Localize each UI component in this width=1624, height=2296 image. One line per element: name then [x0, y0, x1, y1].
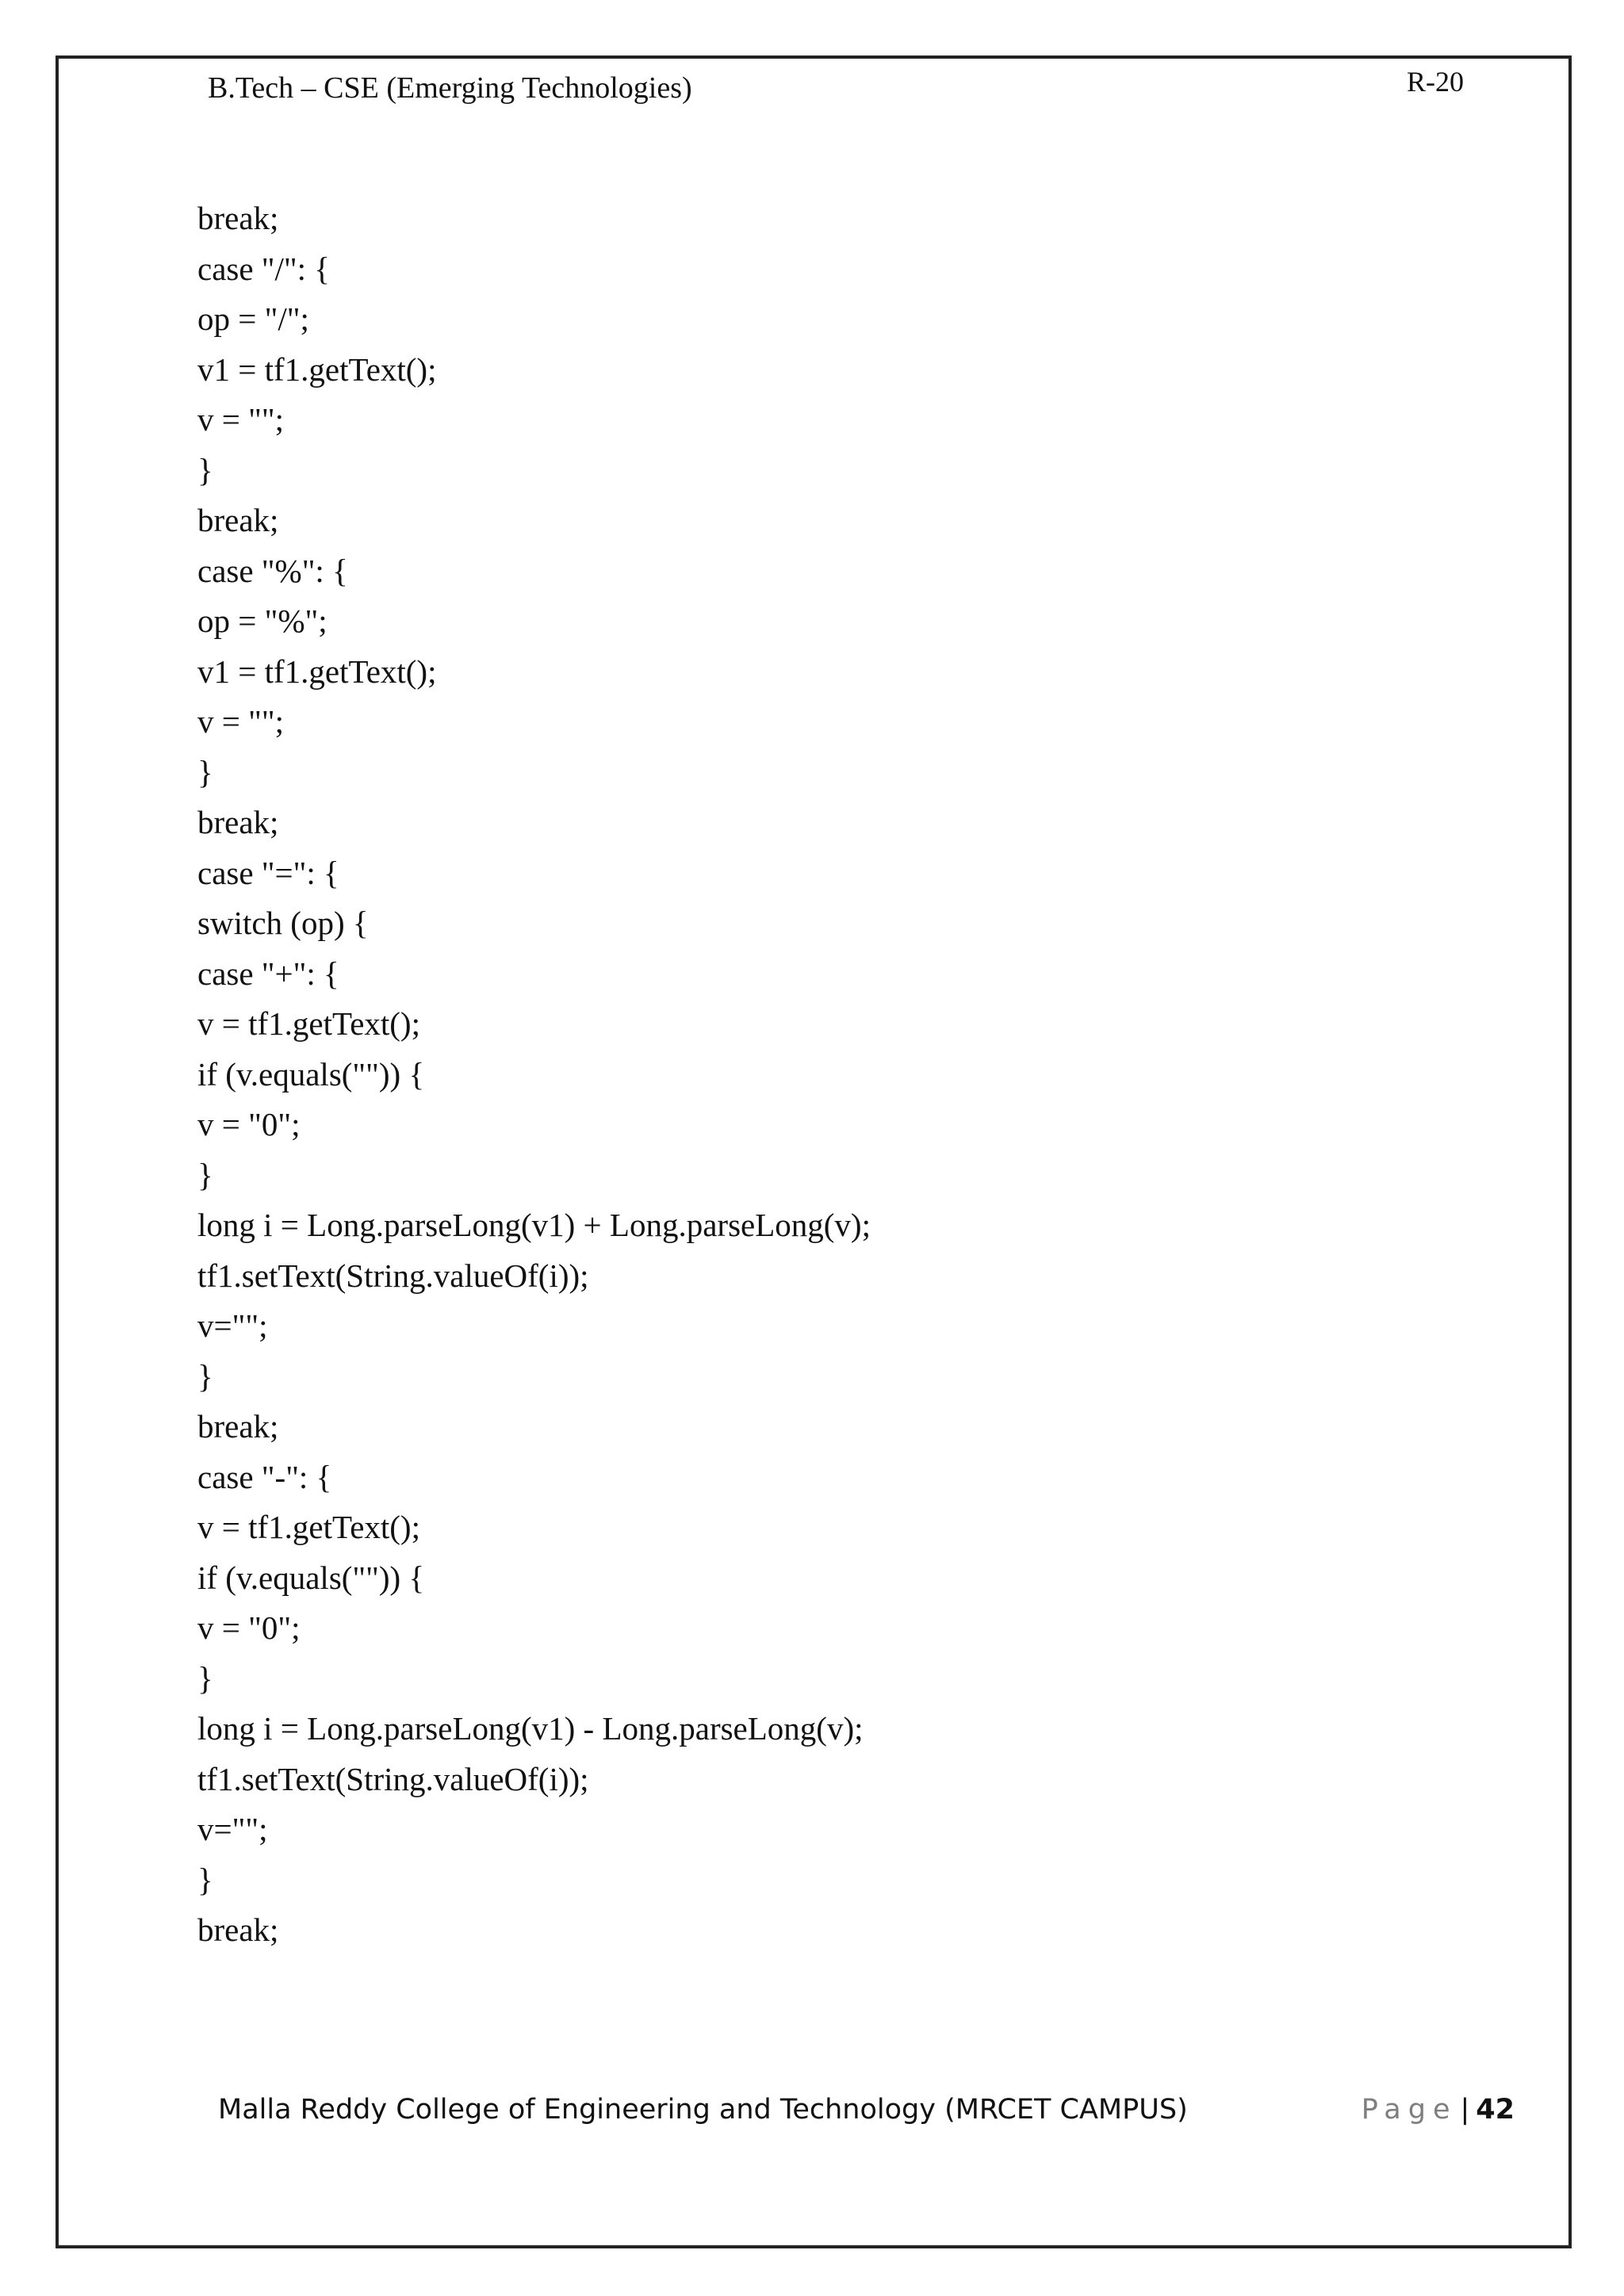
code-line: break; [197, 1911, 279, 1948]
code-line: op = "/"; [197, 300, 309, 337]
footer-separator: | [1460, 2094, 1470, 2126]
code-line: v = ""; [197, 703, 284, 740]
code-line: case "%": { [197, 552, 348, 589]
header-regulation: R-20 [1407, 66, 1464, 98]
code-line: if (v.equals("")) { [197, 1055, 425, 1093]
code-line: tf1.setText(String.valueOf(i)); [197, 1257, 589, 1294]
footer-page-number: 42 [1476, 2094, 1515, 2126]
code-line: v = tf1.getText(); [197, 1509, 420, 1545]
code-line: } [197, 753, 213, 790]
code-line: tf1.setText(String.valueOf(i)); [197, 1760, 589, 1797]
footer-page-label: Page [1361, 2094, 1457, 2126]
code-line: } [197, 1861, 213, 1898]
footer-college-name: Malla Reddy College of Engineering and Technology (MRCET CAMPUS) [218, 2094, 1188, 2126]
footer-page-indicator [1362, 2091, 1515, 2128]
code-line: v=""; [197, 1811, 268, 1847]
code-line: v = "0"; [197, 1106, 301, 1142]
code-line: } [197, 1156, 213, 1193]
code-line: v = "0"; [197, 1609, 301, 1646]
code-line: break; [197, 1408, 279, 1445]
code-line: v=""; [197, 1307, 268, 1344]
code-line: break; [197, 804, 279, 840]
code-line: } [197, 1659, 213, 1697]
code-line: v = tf1.getText(); [197, 1005, 420, 1042]
code-line: long i = Long.parseLong(v1) + Long.parseLong(v); [197, 1207, 871, 1243]
code-line: op = "%"; [197, 603, 327, 639]
code-line: long i = Long.parseLong(v1) - Long.parseLong(v); [197, 1710, 864, 1747]
code-line: case "/": { [197, 250, 330, 287]
code-line: case "=": { [197, 854, 339, 891]
code-line: } [197, 451, 213, 488]
code-line: break; [197, 502, 279, 538]
code-line: v1 = tf1.getText(); [197, 350, 437, 388]
code-line: if (v.equals("")) { [197, 1559, 425, 1596]
header-course-title: B.Tech – CSE (Emerging Technologies) [208, 71, 692, 105]
code-line: case "-": { [197, 1458, 332, 1495]
code-line: break; [197, 200, 279, 236]
code-line: } [197, 1357, 213, 1395]
code-line: v1 = tf1.getText(); [197, 652, 437, 690]
code-line: switch (op) { [197, 905, 369, 941]
code-listing [197, 193, 871, 1956]
code-line: case "+": { [197, 955, 339, 992]
code-line: v = ""; [197, 401, 284, 438]
